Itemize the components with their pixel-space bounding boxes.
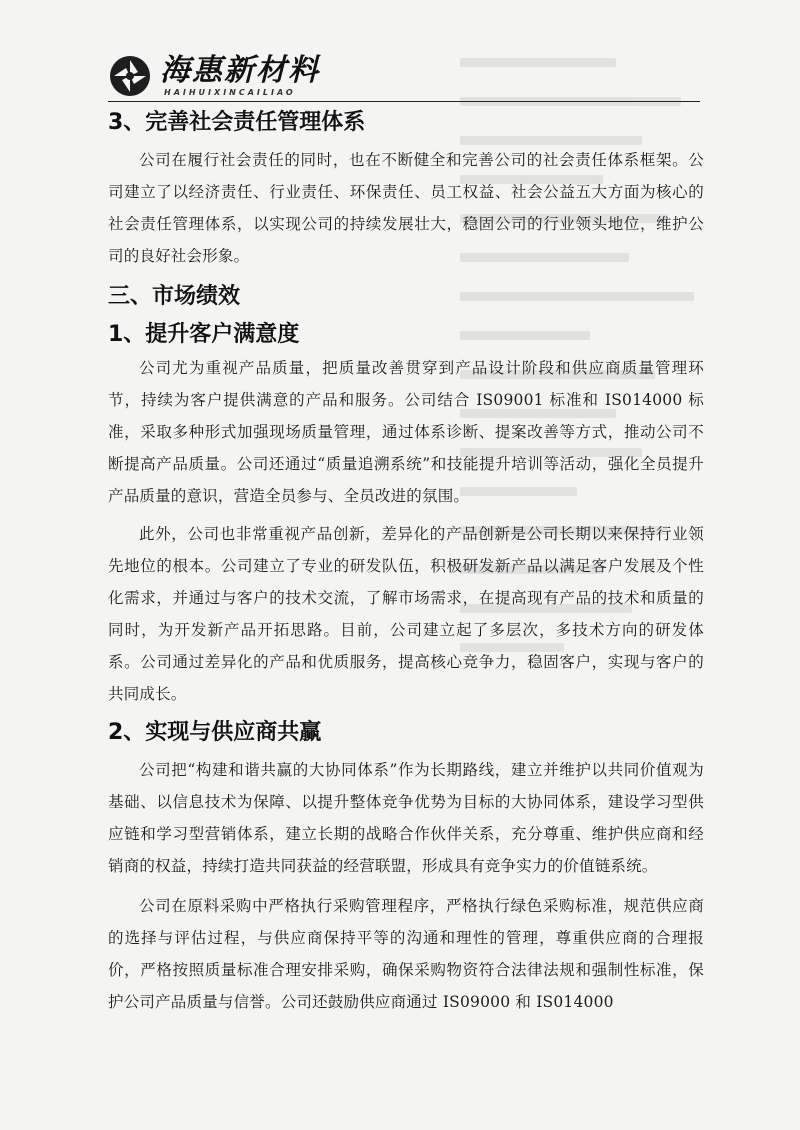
paragraph: 公司在原料采购中严格执行采购管理程序，严格执行绿色采购标准，规范供应商的选择与评估过程，与供应商保持平等的沟通和理性的管理，尊重供应商的合理报价，严格按照质量标准合理安排采购，确保采购物资符合法律法规和强制性标准，保护公司产品质量与信誉。公司还鼓励供应商通过 IS09000 和 IS014000 — [108, 897, 704, 1011]
paragraph: 公司把“构建和谐共赢的大协同体系”作为长期路线，建立并维护以共同价值观为基础、以信息技术为保障、以提升整体竞争优势为目标的大协同体系，建设学习型供应链和学习型营销体系，建立长期的战略合作伙伴关系，充分尊重、维护供应商和经销商的权益，持续打造共同获益的经营联盟，形成具有竞争实力的价值链系统。 — [108, 761, 704, 875]
paragraph: 公司尤为重视产品质量，把质量改善贯穿到产品设计阶段和供应商质量管理环节，持续为客户提供满意的产品和服务。公司结合 IS09001 标准和 IS014000 标准，采取多种形式加强现场质量管理，通过体系诊断、提案改善等方式，推动公司不断提高产品质量。公司还通过“质量追溯系统”和技能提升培训等活动，强化全员提升产品质量的意识，营造全员参与、全员改进的氛围。 — [108, 359, 704, 505]
section-heading: 1、提升客户满意度 — [108, 322, 300, 347]
paragraph: 此外，公司也非常重视产品创新，差异化的产品创新是公司长期以来保持行业领先地位的根本。公司建立了专业的研发队伍，积极研发新产品以满足客户发展及个性化需求，并通过与客户的技术交流，了解市场需求，在提高现有产品的技术和质量的同时，为开发新产品开拓思路。目前，公司建立起了多层次，多技术方向的研发体系。公司通过差异化的产品和优质服务，提高核心竞争力，稳固客户，实现与客户的共同成长。 — [108, 525, 704, 703]
company-name: 海惠新材料 — [160, 53, 320, 88]
company-header — [108, 50, 700, 102]
header-divider — [108, 101, 700, 102]
document-body — [108, 104, 704, 1018]
section-heading: 3、完善社会责任管理体系 — [108, 110, 366, 135]
company-logo-icon — [108, 54, 152, 98]
company-name-pinyin: HAIHUIXINCAILIAO — [164, 88, 296, 97]
paragraph: 公司在履行社会责任的同时，也在不断健全和完善公司的社会责任体系框架。公司建立了以经济责任、行业责任、环保责任、员工权益、社会公益五大方面为核心的社会责任管理体系，以实现公司的持续发展壮大，稳固公司的行业领头地位，维护公司的良好社会形象。 — [108, 151, 704, 265]
chapter-heading: 三、市场绩效 — [108, 284, 241, 309]
section-heading: 2、实现与供应商共赢 — [108, 720, 322, 745]
